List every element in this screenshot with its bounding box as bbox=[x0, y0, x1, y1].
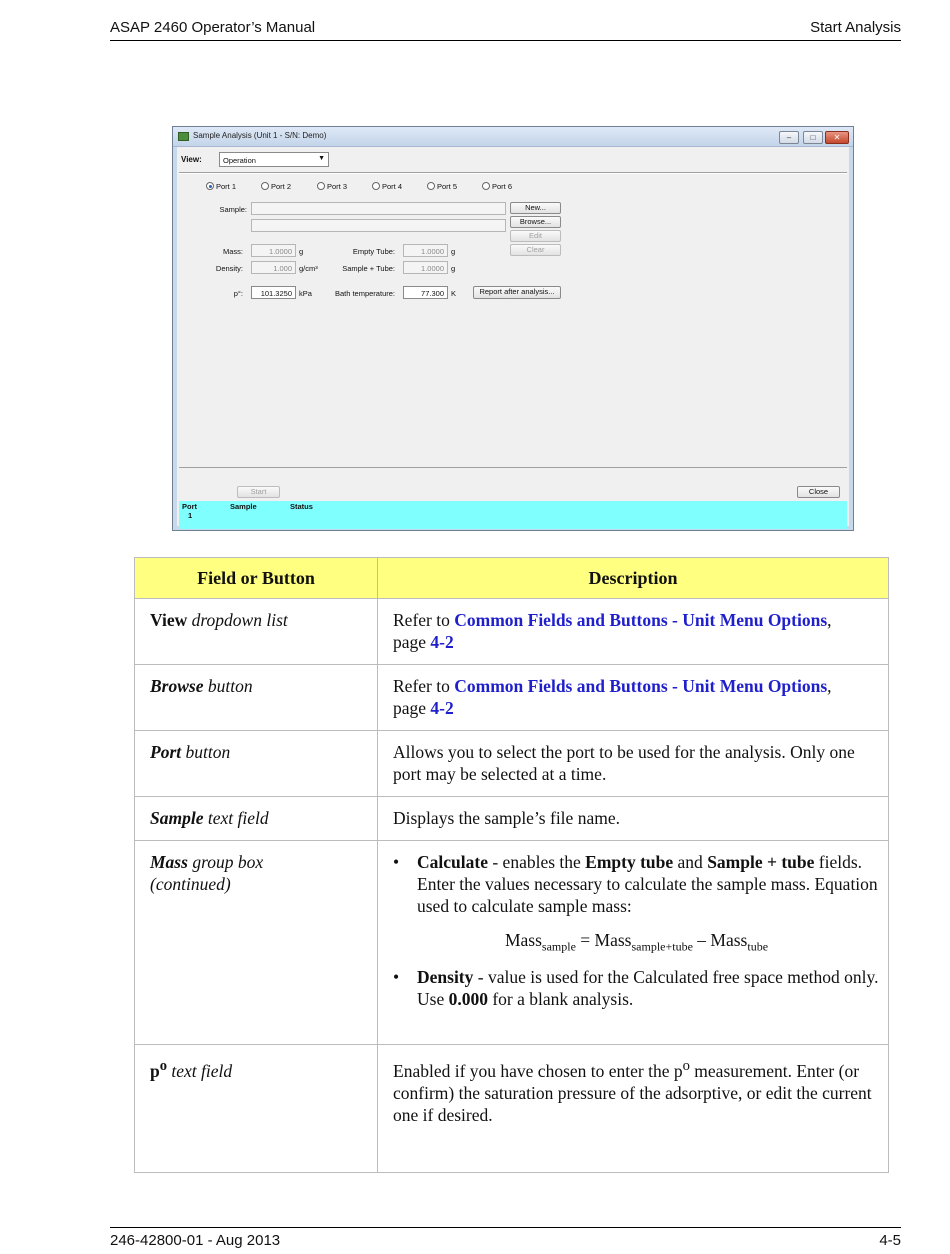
port-2-radio[interactable]: Port 2 bbox=[261, 182, 291, 191]
common-fields-link[interactable]: Common Fields and Buttons - Unit Menu Options bbox=[454, 676, 828, 696]
window-titlebar bbox=[173, 127, 853, 147]
po-label: p°: bbox=[233, 289, 243, 298]
port-5-radio[interactable]: Port 5 bbox=[427, 182, 457, 191]
minimize-icon[interactable]: – bbox=[779, 131, 799, 144]
status-col-port: Port bbox=[182, 502, 197, 511]
status-port-number: 1 bbox=[188, 511, 193, 520]
bath-temperature-label: Bath temperature: bbox=[334, 289, 395, 298]
mass-unit: g bbox=[299, 247, 304, 256]
page-header bbox=[110, 17, 901, 41]
field-description-table bbox=[134, 557, 889, 1173]
calculate-bullet: • Calculate - enables the Empty tube and Sample + tube fields. Enter the values necessary to calculate the sample mass. Equation used to calculate sample mass: bbox=[393, 851, 880, 917]
section-title: Start Analysis bbox=[810, 19, 901, 36]
table-row bbox=[135, 1045, 889, 1173]
po-field[interactable]: 101.3250 bbox=[251, 286, 296, 299]
clear-button[interactable]: Clear bbox=[510, 244, 561, 256]
description-cell: Allows you to select the port to be used for the analysis. Only one port may be selected at a time. bbox=[378, 731, 889, 797]
view-value: Operation bbox=[223, 156, 256, 165]
mass-label: Mass: bbox=[222, 247, 243, 256]
new-button[interactable]: New... bbox=[510, 202, 561, 214]
chevron-down-icon: ▼ bbox=[318, 155, 325, 162]
empty-tube-label: Empty Tube: bbox=[352, 247, 395, 256]
page-footer bbox=[110, 1227, 901, 1251]
mass-equation: Mass$_{sample}$ = Mass$_{sample+tube}$ – Mass$_{tube}$ bbox=[504, 930, 769, 954]
bath-temperature-field[interactable]: 77.300 bbox=[403, 286, 448, 299]
table-header-row bbox=[135, 558, 889, 599]
field-cell: $p^o$ text field bbox=[135, 1045, 378, 1173]
density-field[interactable]: 1.000 bbox=[251, 261, 296, 274]
browse-button[interactable]: Browse... bbox=[510, 216, 561, 228]
table-row bbox=[135, 599, 889, 665]
description-cell: Enabled if you have chosen to enter the $p^o$ measurement. Enter (or confirm) the saturation pressure of the adsorptive, or edit the current one if desired. bbox=[378, 1045, 889, 1173]
table-row bbox=[135, 731, 889, 797]
port-status-bar bbox=[179, 501, 847, 529]
sample-tube-field[interactable]: 1.0000 bbox=[403, 261, 448, 274]
bath-temperature-unit: K bbox=[451, 289, 457, 298]
report-after-analysis-button[interactable]: Report after analysis... bbox=[473, 286, 561, 299]
radio-icon bbox=[482, 182, 490, 190]
close-icon[interactable]: ✕ bbox=[825, 131, 849, 144]
description-cell bbox=[378, 841, 889, 1045]
col-header-field: Field or Button bbox=[135, 558, 378, 599]
page-number: 4-5 bbox=[879, 1232, 901, 1249]
common-fields-link[interactable]: Common Fields and Buttons - Unit Menu Options bbox=[454, 610, 828, 630]
empty-tube-field[interactable]: 1.0000 bbox=[403, 244, 448, 257]
field-cell: Sample text field bbox=[135, 797, 378, 841]
page-link[interactable]: 4-2 bbox=[430, 698, 454, 718]
view-label: View: bbox=[181, 155, 202, 164]
document-number: 246-42800-01 - Aug 2013 bbox=[110, 1232, 281, 1249]
sample-label: Sample: bbox=[219, 205, 247, 214]
sample-analysis-window bbox=[172, 126, 854, 531]
port-1-radio[interactable]: Port 1 bbox=[206, 182, 236, 191]
radio-icon bbox=[372, 182, 380, 190]
table-row bbox=[135, 665, 889, 731]
sample-field-2[interactable] bbox=[251, 219, 506, 232]
field-cell: Mass group box (continued) bbox=[135, 841, 378, 1045]
app-icon bbox=[178, 132, 189, 141]
field-cell: Browse button bbox=[135, 665, 378, 731]
radio-icon bbox=[261, 182, 269, 190]
port-6-radio[interactable]: Port 6 bbox=[482, 182, 512, 191]
field-cell: View dropdown list bbox=[135, 599, 378, 665]
manual-title: ASAP 2460 Operator’s Manual bbox=[110, 19, 316, 36]
col-header-description: Description bbox=[378, 558, 889, 599]
sample-tube-label: Sample + Tube: bbox=[342, 264, 395, 273]
mass-field[interactable]: 1.0000 bbox=[251, 244, 296, 257]
empty-tube-unit: g bbox=[451, 247, 456, 256]
density-label: Density: bbox=[215, 264, 243, 273]
description-cell: Displays the sample’s file name. bbox=[378, 797, 889, 841]
window-client bbox=[177, 147, 849, 526]
port-4-radio[interactable]: Port 4 bbox=[372, 182, 402, 191]
description-cell: Refer to Common Fields and Buttons - Unit Menu Options, page 4-2 bbox=[378, 599, 889, 665]
start-button[interactable]: Start bbox=[237, 486, 280, 498]
radio-selected-icon bbox=[206, 182, 214, 190]
page-link[interactable]: 4-2 bbox=[430, 632, 454, 652]
edit-button[interactable]: Edit bbox=[510, 230, 561, 242]
status-col-status: Status bbox=[290, 502, 313, 511]
sample-field-1[interactable] bbox=[251, 202, 506, 215]
radio-icon bbox=[427, 182, 435, 190]
window-title: Sample Analysis (Unit 1 - S/N: Demo) bbox=[193, 131, 327, 140]
density-unit: g/cm³ bbox=[299, 264, 318, 273]
port-3-radio[interactable]: Port 3 bbox=[317, 182, 347, 191]
table-row bbox=[135, 797, 889, 841]
maximize-icon[interactable]: □ bbox=[803, 131, 823, 144]
close-button[interactable]: Close bbox=[797, 486, 840, 498]
status-col-sample: Sample bbox=[230, 502, 257, 511]
sample-tube-unit: g bbox=[451, 264, 456, 273]
po-unit: kPa bbox=[299, 289, 312, 298]
table-row bbox=[135, 841, 889, 1045]
description-cell: Refer to Common Fields and Buttons - Unit Menu Options, page 4-2 bbox=[378, 665, 889, 731]
density-bullet: • Density - value is used for the Calculated free space method only. Use 0.000 for a blank analysis. bbox=[393, 966, 880, 1010]
radio-icon bbox=[317, 182, 325, 190]
view-dropdown[interactable] bbox=[219, 152, 329, 167]
field-cell: Port button bbox=[135, 731, 378, 797]
